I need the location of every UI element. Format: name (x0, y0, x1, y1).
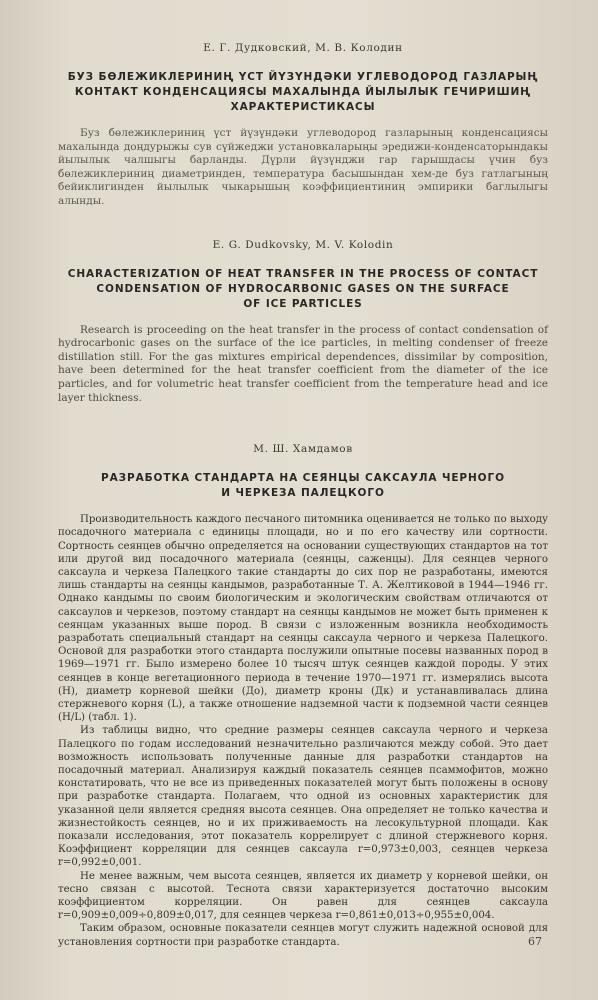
article-russian (58, 443, 548, 949)
article-title (58, 471, 548, 501)
article-authors: Е. Г. Дудковский, М. В. Колодин (203, 42, 403, 54)
article-abstract: Буз бөлежиклериниң үст йүзүндәки углеводород газларының конденсациясы махалында доңдурыжы сув сүйжеджи установкаларыңы эредижи-конденсаторындакы йылылык чалшыгы барланды. Дүрли йүзүнджи гар гарышдасы үчин буз бөлежиклериниң диаметринден, температура басышындан хем-де буз гатлагының бейиклигинден йылылык чыкарышың коэффициентиниң эмпирики баглылыгы алынды. (58, 127, 548, 207)
article-title (58, 70, 548, 115)
article-body (58, 513, 548, 949)
article-abstract: Research is proceeding on the heat transfer in the process of contact condensation of hydrocarbonic gases on the surface of the ice particles, in melting condenser of freeze distillation still. For the gas mixtures empirical dependences, dissimilar by composition, have been determined for the heat transfer coefficient from the diameter of the ice particles, and for volumetric heat transfer coefficient from the temperature head and ice layer thickness. (58, 323, 548, 404)
article-turkmen (58, 42, 548, 209)
article-authors: E. G. Dudkovsky, M. V. Kolodin (212, 238, 394, 251)
title-line: КОНТАКТ КОНДЕНСАЦИЯСЫ МАХАЛЫНДА ЙЫЛЫЛЫК ГЕЧИРИШИҢ (74, 86, 532, 98)
body-paragraph: Не менее важным, чем высота сеянцев, является их диаметр у корневой шейки, он тесно связан с высотой. Теснота связи характеризуется достаточно высоким коэффициентом корреляции. Он равен для сеянцев саксаула r=0,909±0,009÷0,809±0,017, для сеянцев черкеза r=0,861±0,013÷0,955±0,004. (58, 870, 548, 922)
article-authors: М. Ш. Хамдамов (253, 443, 353, 456)
page-number: 67 (528, 935, 542, 948)
title-line: И ЧЕРКЕЗА ПАЛЕЦКОГО (221, 487, 385, 500)
body-paragraph: Производительность каждого песчаного питомника оценивается не только по выходу посадочного материала с единицы площади, но и по его качеству или сортности. Сортность сеянцев обычно определяется на основании существующих стандартов на тот или другой вид посадочного материала (сеянцы, саженцы). Для сеянцев черного саксаула и черкеза Палецкого такие стандарты до сих пор не разработаны, имеются лишь стандарты на сеянцы кандымов, разработанные Т. А. Желтиковой в 1944—1946 гг. Однако кандымы по своим биологическим и экологическим свойствам отличаются от саксаулов и черкезов, поэтому стандарт на сеянцы кандымов не может быть применен к сеянцам указанных выше пород. В связи с изложенным возникла необходимость разработать специальный стандарт на сеянцы саксаула черного и черкеза Палецкого. Основой для разработки этого стандарта послужили опытные посевы названных пород в 1969—1971 гг. Было измерено более 10 тысяч штук сеянцев каждой породы. У этих сеянцев в конце вегетационного периода в течение 1970—1971 гг. измерялись высота (H), диаметр корневой шейки (Дo), диаметр кроны (Дк) и устанавливалась длина стержневого корня (L), а также отношение надземной части к подземной части сеянцев (H/L) (табл. 1). (58, 514, 548, 724)
title-line: ХАРАКТЕРИСТИКАСЫ (230, 101, 376, 113)
title-line: РАЗРАБОТКА СТАНДАРТА НА СЕЯНЦЫ САКСАУЛА ЧЕРНОГО (101, 472, 505, 485)
body-paragraph: Из таблицы видно, что средние размеры сеянцев саксаула черного и черкеза Палецкого по годам исследований незначительно различаются между собой. Это дает возможность использовать полученные данные для разработки стандартов на посадочный материал. Анализируя каждый показатель сеянцев псаммофитов, можно констатировать, что не все из приведенных показателей могут быть положены в основу при разработке стандарта. Полагаем, что одной из основных характеристик для указанной цели является средняя высота сеянцев. Она определяет не только качества и жизнестойкость сеянцев, но и их приживаемость на лесокультурной площади. Как показали исследования, этот показатель коррелирует с длиной стержневого корня. Коэффициент корреляции для сеянцев саксаула r=0,973±0,003, сеянцев черкеза r=0,992±0,001. (58, 725, 548, 869)
body-paragraph: Таким образом, основные показатели сеянцев могут служить надежной основой для установления сортности при разработке стандарта. (58, 923, 548, 948)
article-title (58, 267, 548, 312)
title-line: CHARACTERIZATION OF HEAT TRANSFER IN THE PROCESS OF CONTACT (67, 267, 539, 280)
title-line: OF ICE PARTICLES (243, 297, 363, 310)
title-line: CONDENSATION OF HYDROCARBONIC GASES ON THE SURFACE (96, 282, 510, 295)
article-english (58, 239, 548, 406)
title-line: БУЗ БӨЛЕЖИКЛЕРИНИҢ ҮСТ ЙҮЗҮНДӘКИ УГЛЕВОДОРОД ГАЗЛАРЫҢ (67, 71, 539, 83)
